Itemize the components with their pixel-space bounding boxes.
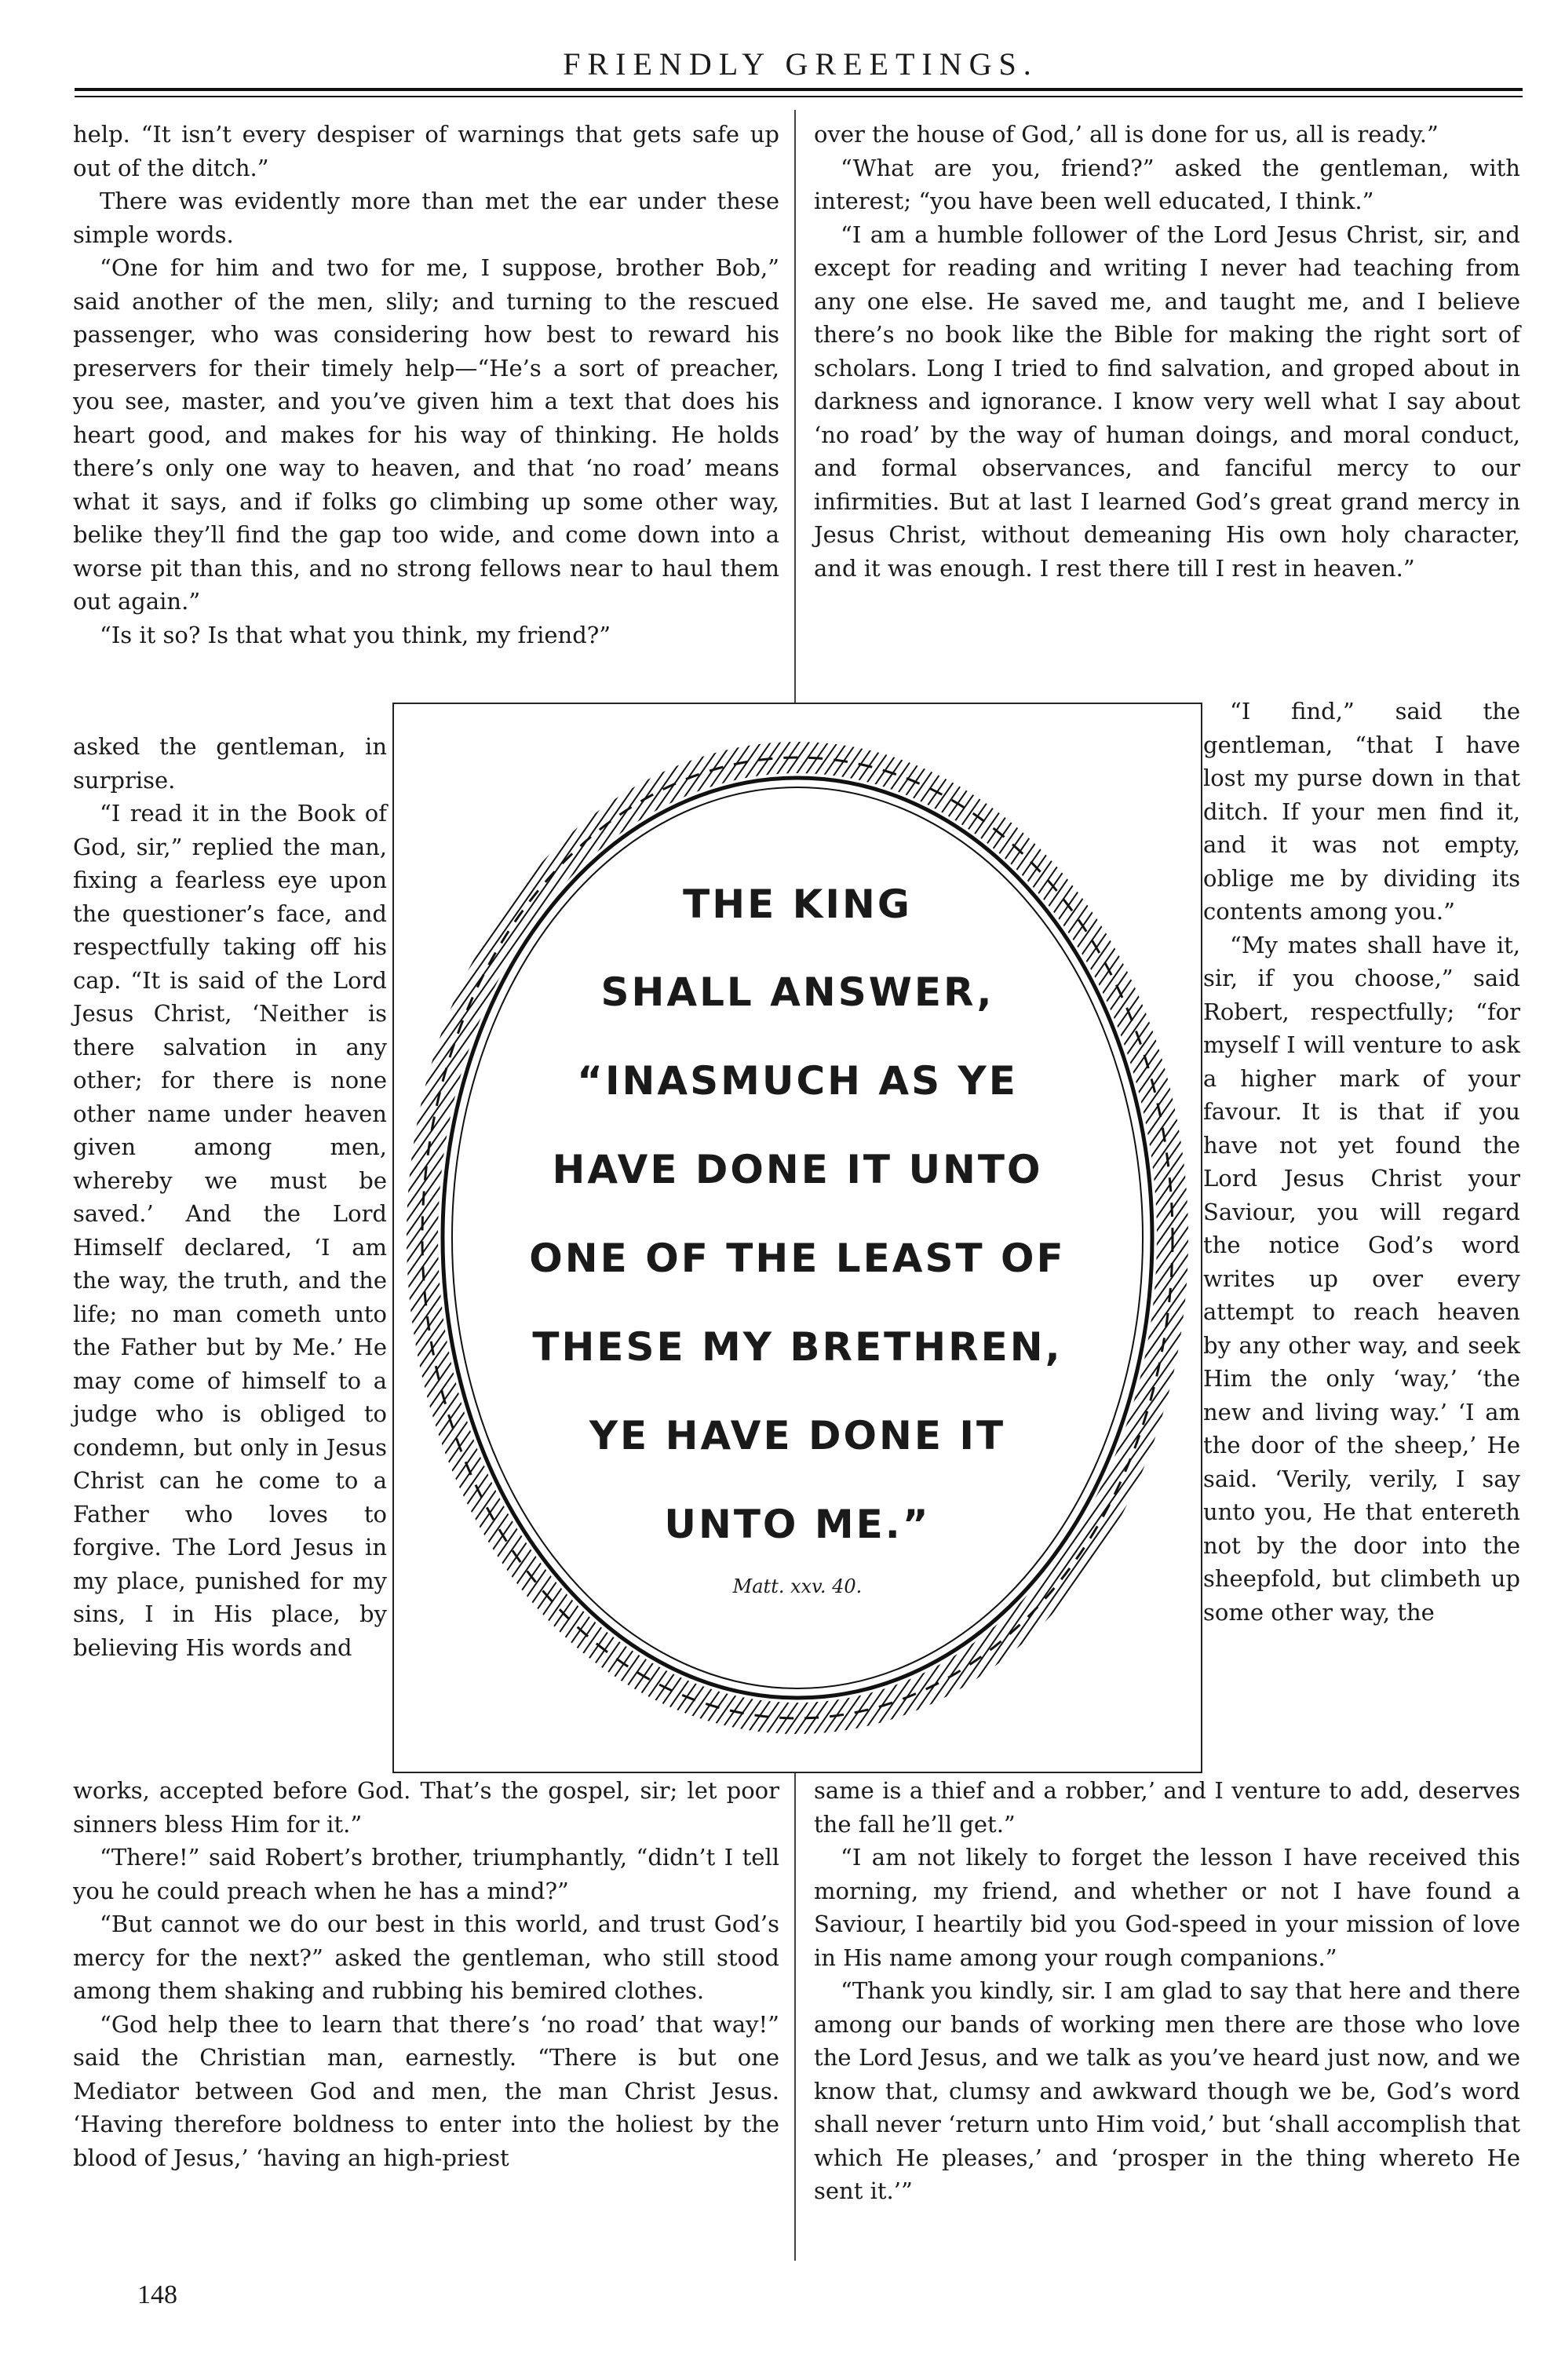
verse-line: UNTO ME.” bbox=[664, 1502, 931, 1547]
paragraph: asked the gentleman, in surprise. bbox=[73, 733, 387, 794]
paragraph: “I read it in the Book of God, sir,” replied the man, fixing a fearless eye upon the questioner’s face, and respectfully taking off his cap. “It is said of the Lord Jesus Christ, ‘Neither is there salvation in any other; for there is none other name under heaven given among men, whereby we must be saved.’ And the Lord Himself declared, ‘I am the way, the truth, and the life; no man cometh unto the Father but by Me.’ He may come of himself to a judge who is obliged to condemn, but only in Jesus Christ can he come to a Father who loves to forgive. The Lord Jesus in my place, punished for my sins, I in His place, by believing His words and bbox=[73, 800, 387, 1661]
paragraph: “Is it so? Is that what you think, my friend?” bbox=[100, 621, 611, 648]
paragraph: “But cannot we do our best in this world, and trust God’s mercy for the next?” asked the gentleman, who still stood among them shaking and rubbing his bemired clothes. bbox=[73, 1911, 779, 2004]
paragraph: “I am a humble follower of the Lord Jesus Christ, sir, and except for reading and writing I never had teaching from any one else. He saved me, and taught me, and I believe there’s no book like the Bible for making the right sort of scholars. Long I tried to find salvation, and groped about in darkness and ignorance. I know very well what I say about ‘no road’ by the way of human doings, and moral conduct, and formal observances, and fanciful mercy to our infirmities. But at last I learned God’s great grand mercy in Jesus Christ, without demeaning His own holy character, and it was enough. I rest there till I rest in heaven.” bbox=[814, 221, 1520, 582]
verse-line: THESE MY BRETHREN, bbox=[532, 1324, 1063, 1370]
paragraph: same is a thief and a robber,’ and I venture to add, deserves the fall he’ll get.” bbox=[814, 1777, 1520, 1838]
paragraph: “Thank you kindly, sir. I am glad to say that here and there among our bands of working men there are those who love the Lord Jesus, and we talk as you’ve heard just now, and we know that, clumsy and awkward though we be, God’s word shall never ‘return unto Him void,’ but ‘shall accomplish that which He pleases,’ and ‘prosper in the thing whereto He sent it.’” bbox=[814, 1977, 1520, 2204]
verse-line: SHALL ANSWER, bbox=[600, 969, 994, 1015]
verse-citation: Matt. xxv. 40. bbox=[732, 1575, 863, 1597]
verse-line: “INASMUCH AS YE bbox=[577, 1058, 1018, 1104]
verse-line: YE HAVE DONE IT bbox=[589, 1413, 1006, 1458]
left-narrow-column bbox=[73, 730, 387, 1664]
verse-line: ONE OF THE LEAST OF bbox=[529, 1236, 1066, 1281]
header-rule-thick bbox=[75, 88, 1523, 91]
verse-line: THE KING bbox=[683, 882, 912, 927]
right-bottom-column bbox=[814, 1774, 1520, 2208]
paragraph: “There!” said Robert’s brother, triumphantly, “didn’t I tell you he could preach when he has a mind?” bbox=[73, 1844, 779, 1904]
paragraph: “One for him and two for me, I suppose, brother Bob,” said another of the men, slily; and turning to the rescued passenger, who was considering how best to reward his preservers for their timely help—“He’s a sort of preacher, you see, master, and you’ve given him a text that does his heart good, and makes for his way of thinking. He holds there’s only one way to heaven, and that ‘no road’ means what it says, and if folks go climbing up some other way, belike they’ll find the gap too wide, and come down into a worse pit than this, and no strong fellows near to haul them out again.” bbox=[73, 254, 779, 615]
paragraph: “What are you, friend?” asked the gentleman, with interest; “you have been well educated, I think.” bbox=[814, 154, 1520, 214]
verse-line: HAVE DONE IT UNTO bbox=[552, 1147, 1043, 1192]
paragraph: help. “It isn’t every despiser of warnings that gets safe up out of the ditch.” bbox=[73, 121, 779, 181]
paragraph: over the house of God,’ all is done for us, all is ready.” bbox=[814, 121, 1439, 148]
right-column bbox=[814, 118, 1520, 585]
paragraph: “God help thee to learn that there’s ‘no road’ that way!” said the Christian man, earnestly. “There is but one Mediator between God and men, the man Christ Jesus. ‘Having therefore boldness to enter into the holiest by the blood of Jesus,’ ‘having an high-priest bbox=[73, 2010, 779, 2171]
page-number: 148 bbox=[137, 2280, 177, 2309]
paragraph: There was evidently more than met the ear under these simple words. bbox=[73, 188, 779, 248]
illustration-frame bbox=[392, 703, 1202, 1773]
paragraph: “I am not likely to forget the lesson I have received this morning, my friend, and whether or not I have found a Saviour, I heartily bid you God-speed in your mission of love in His name among your rough companions.” bbox=[814, 1844, 1520, 1971]
paragraph: works, accepted before God. That’s the gospel, sir; let poor sinners bless Him for it.” bbox=[73, 1777, 779, 1838]
paragraph: “My mates shall have it, sir, if you choose,” said Robert, respectfully; “for myself I will venture to ask a higher mark of your favour. It is that if you have not yet found the Lord Jesus Christ your Saviour, you will regard the notice God’s word writes up over every attempt to reach heaven by any other way, and seek Him the only ‘way,’ ‘the new and living way.’ ‘I am the door of the sheep,’ He said. ‘Verily, verily, I say unto you, He that entereth not by the door into the sheepfold, but climbeth up some other way, the bbox=[1203, 931, 1520, 1626]
paragraph: “I find,” said the gentleman, “that I have lost my purse down in that ditch. If your men find it, and it was not empty, oblige me by dividing its contents among you.” bbox=[1203, 698, 1520, 925]
left-column bbox=[73, 118, 779, 652]
left-bottom-column bbox=[73, 1774, 779, 2174]
header-rule-thin bbox=[75, 96, 1523, 97]
right-narrow-column bbox=[1203, 695, 1520, 1629]
running-header: FRIENDLY GREETINGS. bbox=[563, 46, 1038, 82]
